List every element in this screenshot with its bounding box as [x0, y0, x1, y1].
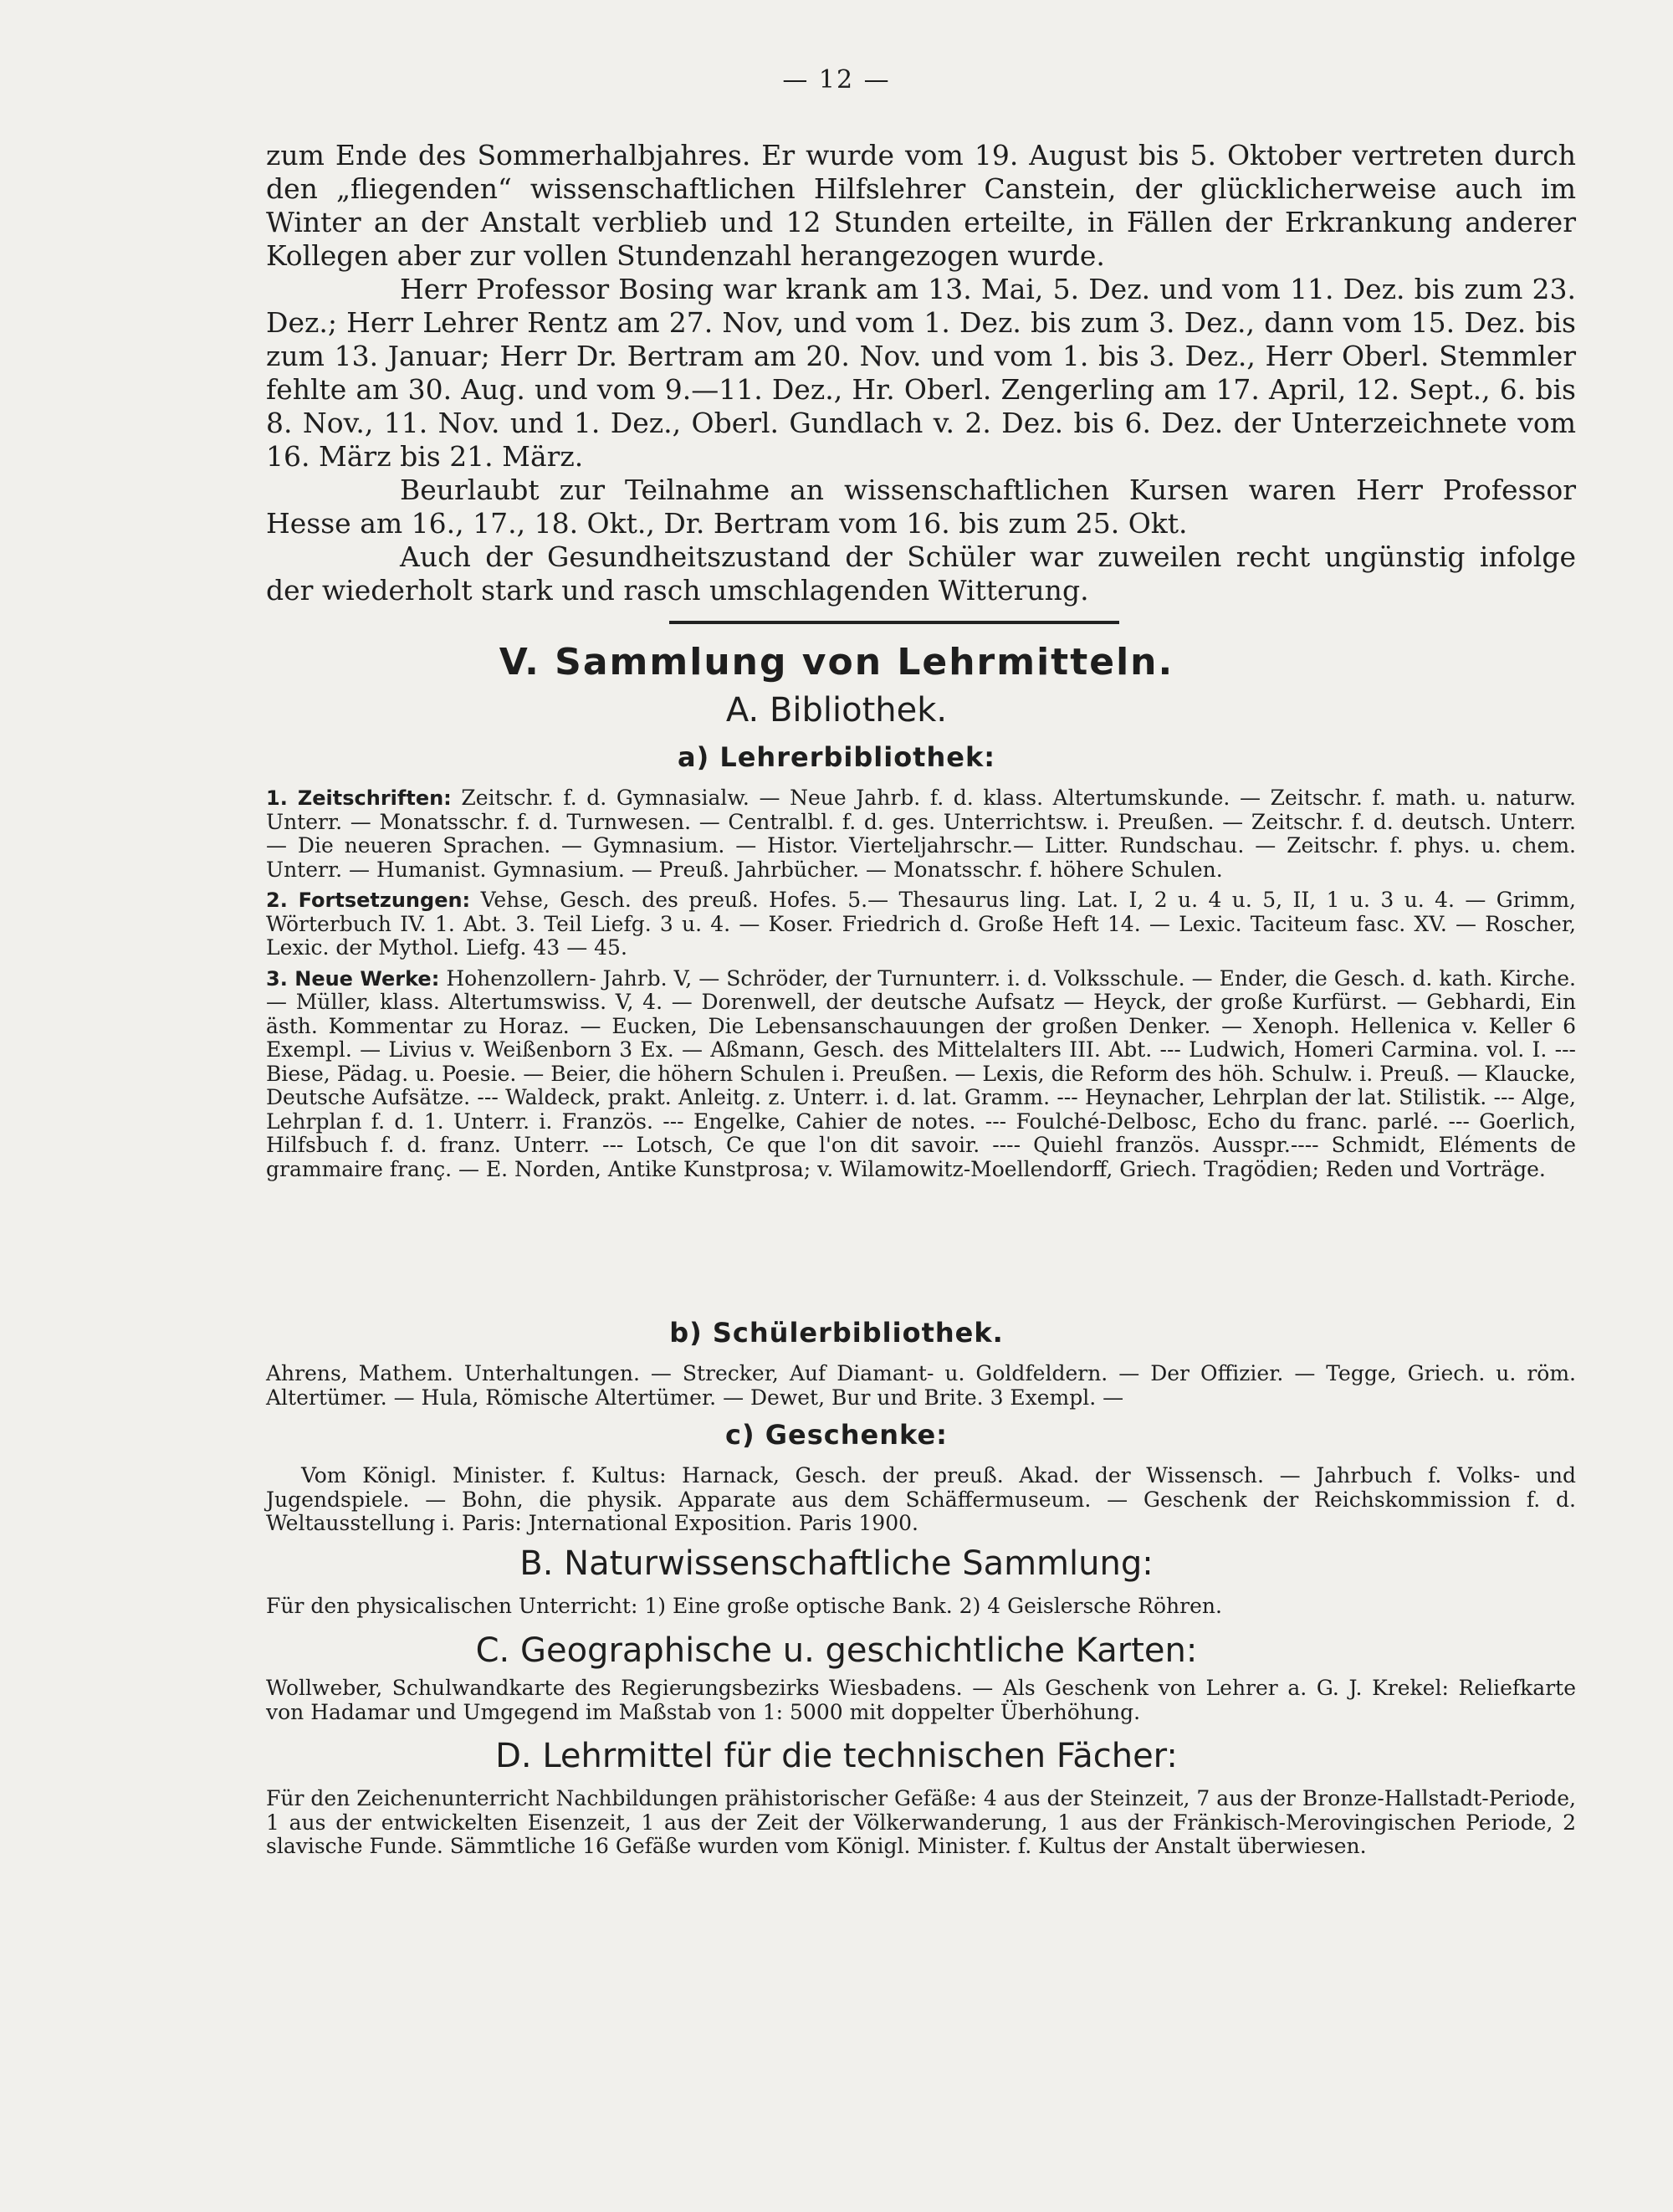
section-divider: [669, 621, 1119, 624]
section-heading: V. Sammlung von Lehrmitteln.: [499, 641, 1174, 684]
paragraph: Herr Professor Bosing war krank am 13. Mai, 5. Dez. und vom 11. Dez. bis zum 23. Dez.; Herr Lehrer Rentz am 27. Nov, und vom 1. Dez. bis zum 3. Dez., dann vom 15. Dez. bis zum 13. Januar; Herr Dr. Bertram am 20. Nov. und vom 1. bis 3. Dez., Herr Oberl. Stemmler fehlte am 30. Aug. und vom 9.—11. Dez., Hr. Oberl. Zengerling am 17. April, 12. Sept., 6. bis 8. Nov., 11. Nov. und 1. Dez., Oberl. Gundlach v. 2. Dez. bis 6. Dez. der Unterzeichnete vom 16. März bis 21. März.: [266, 273, 1576, 473]
item-label: 2. Fortsetzungen:: [266, 888, 471, 912]
heading-karten: C. Geographische u. geschichtliche Karten:: [475, 1631, 1198, 1670]
heading-technische-faecher: D. Lehrmittel für die technischen Fächer:: [495, 1737, 1178, 1775]
list-item: 3. Neue Werke: Hohenzollern- Jahrb. V, — Schröder, der Turnunterr. i. d. Volksschule. — Ender, die Gesch. d. kath. Kirche. — Müller, klass. Altertumswiss. V, 4. — Dorenwell, der deutsche Aufsatz — Heyck, der große Kurfürst. — Gebhardi, Ein ästh. Kommentar zu Horaz. — Eucken, Die Lebensanschauungen der großen Denker. — Xenoph. Hellenica v. Keller 6 Exempl. — Livius v. Weißenborn 3 Ex. — Aßmann, Gesch. des Mittelalters III. Abt. --- Ludwich, Homeri Carmina. vol. I. --- Biese, Pädag. u. Poesie. — Beier, die höhern Schulen i. Preußen. — Lexis, die Reform des höh. Schulw. i. Preuß. — Klaucke, Deutsche Aufsätze. --- Waldeck, prakt. Anleitg. z. Unterr. i. d. lat. Gramm. --- Heynacher, Lehrplan der lat. Stilistik. --- Alge, Lehrplan f. d. 1. Unterr. i. Französ. --- Engelke, Cahier de notes. --- Foulché-Delbosc, Echo du franc. parlé. --- Goerlich, Hilfsbuch f. d. franz. Unterr. --- Lotsch, Ce que l'on dit savoir. ---- Quiehl französ. Ausspr.---- Schmidt, Eléments de grammaire franç. — E. Norden, Antike Kunstprosa; v. Wilamowitz-Moellendorff, Griech. Tragödien; Reden und Vorträge.: [266, 965, 1576, 1181]
technische-faecher-text: Für den Zeichenunterricht Nachbildungen prähistorischer Gefäße: 4 aus der Steinzeit, 7 aus der Bronze-Hallstadt-Periode, 1 aus der entwickelten Eisenzeit, 1 aus der Zeit der Völkerwanderung, 1 aus der Fränkisch-Merovingischen Periode, 2 slavische Funde. Sämmtliche 16 Gefäße wurden vom Königl. Minister. f. Kultus der Anstalt überwiesen.: [266, 1786, 1576, 1858]
geschenke-text: Vom Königl. Minister. f. Kultus: Harnack, Gesch. der preuß. Akad. der Wissensch. — Jahrbuch f. Volks- und Jugendspiele. — Bohn, die physik. Apparate aus dem Schäffermuseum. — Geschenk der Reichskommission f. d. Weltausstellung i. Paris: Jnternational Exposition. Paris 1900.: [266, 1463, 1576, 1535]
body-text: [266, 139, 1576, 607]
schuelerbibliothek-text: Ahrens, Mathem. Unterhaltungen. — Strecker, Auf Diamant- u. Goldfeldern. — Der Offizier. — Tegge, Griech. u. röm. Altertümer. — Hula, Römische Altertümer. — Dewet, Bur und Brite. 3 Exempl. —: [266, 1361, 1576, 1410]
paragraph: zum Ende des Sommerhalbjahres. Er wurde vom 19. August bis 5. Oktober vertreten durch den „fliegenden“ wissenschaftlichen Hilfslehrer Canstein, der glücklicherweise auch im Winter an der Anstalt verblieb und 12 Stunden erteilte, in Fällen der Erkrankung anderer Kollegen aber zur vollen Stundenzahl herangezogen wurde.: [266, 139, 1576, 272]
subsection-heading-bibliothek: A. Bibliothek.: [725, 691, 948, 730]
item-label: 3. Neue Werke:: [266, 966, 440, 991]
lehrerbibliothek-list: [266, 786, 1576, 1181]
page-number: — 12 —: [782, 65, 891, 95]
list-item: 1. Zeitschriften: Zeitschr. f. d. Gymnasialw. — Neue Jahrb. f. d. klass. Altertumskunde. — Zeitschr. f. math. u. naturw. Unterr. — Monatsschr. f. d. Turnwesen. — Centralbl. f. d. ges. Unterrichtsw. i. Preußen. — Zeitschr. f. d. deutsch. Unterr. — Die neueren Sprachen. — Gymnasium. — Histor. Vierteljahrschr.— Litter. Rundschau. — Zeitschr. f. phys. u. chem. Unterr. — Humanist. Gymnasium. — Preuß. Jahrbücher. — Monatsschr. f. höhere Schulen.: [266, 786, 1576, 882]
karten-text: Wollweber, Schulwandkarte des Regierungsbezirks Wiesbadens. — Als Geschenk von Lehrer a. G. J. Krekel: Reliefkarte von Hadamar und Umgegend im Maßstab von 1: 5000 mit doppelter Überhöhung.: [266, 1676, 1576, 1724]
heading-geschenke: c) Geschenke:: [725, 1419, 948, 1451]
heading-lehrerbibliothek: a) Lehrerbibliothek:: [677, 741, 996, 773]
heading-schuelerbibliothek: b) Schülerbibliothek.: [669, 1317, 1004, 1349]
paragraph: Beurlaubt zur Teilnahme an wissenschaftlichen Kursen waren Herr Professor Hesse am 16., 17., 18. Okt., Dr. Bertram vom 16. bis zum 25. Okt.: [266, 474, 1576, 540]
item-label: 1. Zeitschriften:: [266, 786, 452, 810]
heading-naturwissenschaftliche-sammlung: B. Naturwissenschaftliche Sammlung:: [519, 1544, 1154, 1583]
paragraph: Auch der Gesundheitszustand der Schüler war zuweilen recht ungünstig infolge der wiederholt stark und rasch umschlagenden Witterung.: [266, 540, 1576, 607]
list-item: 2. Fortsetzungen: Vehse, Gesch. des preuß. Hofes. 5.— Thesaurus ling. Lat. I, 2 u. 4 u. 5, II, 1 u. 3 u. 4. — Grimm, Wörterbuch IV. 1. Abt. 3. Teil Liefg. 3 u. 4. — Koser. Friedrich d. Große Heft 14. — Lexic. Taciteum fasc. XV. — Roscher, Lexic. der Mythol. Liefg. 43 — 45.: [266, 888, 1577, 960]
naturwissenschaft-text: Für den physicalischen Unterricht: 1) Eine große optische Bank. 2) 4 Geislersche Röhren.: [266, 1594, 1222, 1618]
